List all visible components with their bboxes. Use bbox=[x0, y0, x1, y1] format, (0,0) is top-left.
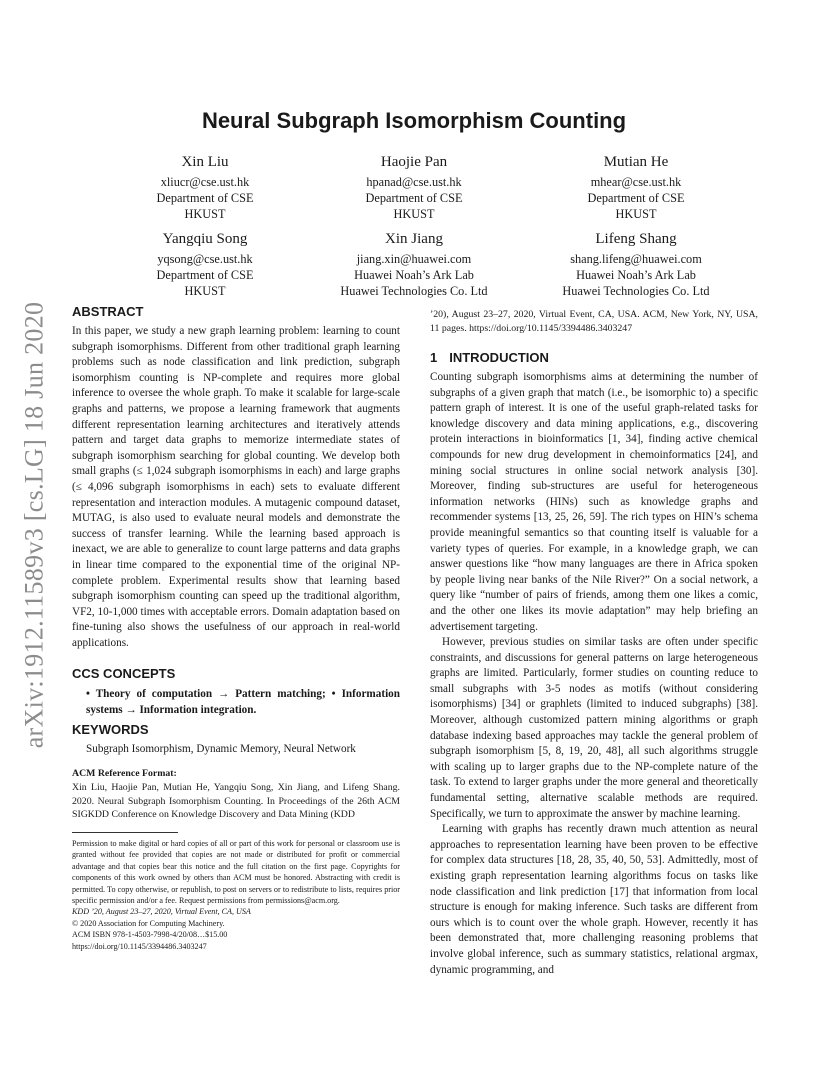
author-block bbox=[90, 152, 320, 222]
intro-paragraph: Counting subgraph isomorphisms aims at determining the number of subgraphs of a given graph that match (i.e., be isomorphic to) a specific pattern graph of interest. It is one of the useful graph-related tasks for knowledge discovery and data mining applications, e.g., discovering protein interactions in bioinformatics [1, 34], finding active chemical compounds for new drug development in chemoinformatics [24], and mining social structures in online social network analysis [30]. Moreover, finding sub-structures are useful for heterogeneous information networks (HINs) such as knowledge graphs and recommender systems [13, 25, 26, 59]. The rich types on HIN’s schema provide meaningful semantics so that counting itself is valuable for a variety types of queries. For example, in a knowledge graph, we can answer questions like “how many languages are there in Africa spoken by people living near banks of the Nile River?” On a social network, a query like “number of pairs of friends, among them one likes a comic, and the other one likes its movie adaptation” may help briefing an advertisement targeting. bbox=[430, 371, 758, 633]
author-name: Lifeng Shang bbox=[595, 231, 677, 247]
author-affiliation: Department of CSE bbox=[156, 191, 254, 205]
author-block bbox=[90, 229, 320, 299]
author-institution: HKUST bbox=[393, 207, 435, 221]
intro-paragraph: Learning with graphs has recently drawn much attention as neural approaches to representation learning have been proven to be effective for complex data structures [18, 28, 35, 40, 50, 53]. Admittedly, most of existing graph representation learning algorithms focus on tasks like node classification and link prediction [17] that information from local structure is enough for making inference. Such tasks are different from ours which is to count over the whole graph. However, recently it has been demonstrated that, more challenging reasoning problems that involve global inference, such as summary statistics, relational argmax, dynamic programming, and bbox=[430, 823, 758, 976]
author-affiliation: Huawei Noah’s Ark Lab bbox=[354, 268, 474, 282]
author-email[interactable]: jiang.xin@huawei.com bbox=[356, 252, 472, 266]
acm-reference-heading: ACM Reference Format: bbox=[72, 768, 177, 780]
author-block bbox=[521, 152, 751, 222]
author-institution: HKUST bbox=[184, 284, 226, 298]
abstract-text: In this paper, we study a new graph learning problem: learning to count subgraph isomorphisms. Different from other traditional graph learning problems such as node classification and link prediction, subgraph isomorphism counting is NP-complete and requires more global inference to oversee the whole graph. To make it scalable for large-scale graphs and patterns, we propose a learning framework that augments different representation learning architectures and iteratively attends pattern and target data graphs to memorize intermediate states of subgraph isomorphism searching for global counting. We develop both small graphs (≤ 1,024 subgraph isomorphisms in each) and large graphs (≤ 4,096 subgraph isomorphisms in each) sets to evaluate different representation and interaction modules. A mutagenic compound dataset, MUTAG, is also used to evaluate neural models and demonstrate the success of transfer learning. While the learning based approach is inexact, we are able to generalize to count large patterns and data graphs in linear time compared to the exponential time of the original NP-complete problem. Experimental results show that learning based subgraph isomorphism counting can speed up the traditional algorithm, VF2, 10-1,000 times with acceptable errors. Domain adaptation based on fine-tuning also shows the usefulness of our approach in real-world applications. bbox=[72, 325, 400, 649]
section-number: 1 bbox=[430, 350, 438, 365]
author-institution: Huawei Technologies Co. Ltd bbox=[562, 284, 710, 298]
author-email[interactable]: hpanad@cse.ust.hk bbox=[366, 175, 462, 189]
conference-line: KDD ’20, August 23–27, 2020, Virtual Event, CA, USA bbox=[72, 907, 251, 917]
author-email[interactable]: shang.lifeng@huawei.com bbox=[570, 252, 702, 266]
author-name: Haojie Pan bbox=[380, 154, 448, 170]
author-name: Xin Liu bbox=[181, 154, 229, 170]
author-affiliation: Huawei Noah’s Ark Lab bbox=[576, 268, 696, 282]
author-block bbox=[299, 229, 529, 299]
left-column bbox=[72, 303, 400, 822]
acm-reference-text: Xin Liu, Haojie Pan, Mutian He, Yangqiu Song, Xin Jiang, and Lifeng Shang. 2020. Neural Subgraph Isomorphism Counting. In Proceedings of the 26th ACM SIGKDD Conference on Knowledge Discovery and Data Mining (KDD bbox=[72, 782, 400, 821]
abstract-heading: ABSTRACT bbox=[72, 304, 144, 319]
author-affiliation: Department of CSE bbox=[587, 191, 685, 205]
author-email[interactable]: xliucr@cse.ust.hk bbox=[160, 175, 250, 189]
introduction-heading bbox=[430, 349, 758, 367]
section-title: INTRODUCTION bbox=[449, 350, 549, 365]
author-name: Mutian He bbox=[603, 154, 669, 170]
copyright-line: © 2020 Association for Computing Machinery. bbox=[72, 918, 225, 928]
author-institution: HKUST bbox=[184, 207, 226, 221]
permission-notice: Permission to make digital or hard copies of all or part of this work for personal or classroom use is granted without fee provided that copies are not made or distributed for profit or commercial advantage and that copies bear this notice and the full citation on the first page. Copyrights for components of this work owned by others than ACM must be honored. Abstracting with credit is permitted. To copy otherwise, or republish, to post on servers or to redistribute to lists, requires prior specific permission and/or a fee. Request permissions from permissions@acm.org. bbox=[72, 839, 400, 906]
author-email[interactable]: mhear@cse.ust.hk bbox=[590, 175, 682, 189]
keywords-heading: KEYWORDS bbox=[72, 721, 149, 737]
author-name: Yangqiu Song bbox=[162, 231, 248, 247]
author-institution: HKUST bbox=[615, 207, 657, 221]
footnote-divider bbox=[72, 832, 178, 833]
intro-paragraph: However, previous studies on similar tasks are often under specific constraints, and discussions for general patterns on large heterogeneous graphs are limited. Particularly, former studies on counting reduce to small subgraphs with 3-5 nodes as motifs (without considering isomorphisms) [34] or graphlets (limited to induced subgraphs) [38]. Moreover, although customized pattern mining algorithms or graph database indexing based approaches may tackle the general problem of subgraph isomorphism [5, 8, 19, 20, 48], all such algorithms struggle with scaling up to larger graphs due to the NP-complete nature of the task. To extend to larger graphs under the more general and theoretically fundamental setting, alternative scalable methods are required. Specifically, we turn to approximate the answer by machine learning. bbox=[430, 636, 758, 820]
ccs-heading: CCS CONCEPTS bbox=[72, 666, 176, 682]
paper-title: Neural Subgraph Isomorphism Counting bbox=[201, 108, 627, 133]
author-affiliation: Department of CSE bbox=[365, 191, 463, 205]
arxiv-stamp bbox=[12, 290, 56, 760]
arxiv-id: arXiv:1912.11589v3 [cs.LG] 18 Jun 2020 bbox=[19, 301, 49, 749]
copyright-footnote bbox=[72, 838, 400, 952]
isbn-line: ACM ISBN 978-1-4503-7998-4/20/08…$15.00 bbox=[72, 930, 228, 940]
keywords-text: Subgraph Isomorphism, Dynamic Memory, Neural Network bbox=[86, 742, 356, 755]
doi-link[interactable]: https://doi.org/10.1145/3394486.3403247 bbox=[72, 941, 207, 951]
author-affiliation: Department of CSE bbox=[156, 268, 254, 282]
author-institution: Huawei Technologies Co. Ltd bbox=[340, 284, 488, 298]
author-name: Xin Jiang bbox=[385, 231, 443, 247]
author-block bbox=[521, 229, 751, 299]
ccs-text: • Theory of computation → Pattern matching; • Information systems → Information integration. bbox=[86, 688, 400, 717]
author-block bbox=[299, 152, 529, 222]
author-email[interactable]: yqsong@cse.ust.hk bbox=[157, 252, 253, 266]
right-column bbox=[430, 308, 758, 978]
acm-reference-continued: ’20), August 23–27, 2020, Virtual Event, CA, USA. ACM, New York, NY, USA, 11 pages. https://doi.org/10.1145/3394486.3403247 bbox=[430, 309, 758, 334]
